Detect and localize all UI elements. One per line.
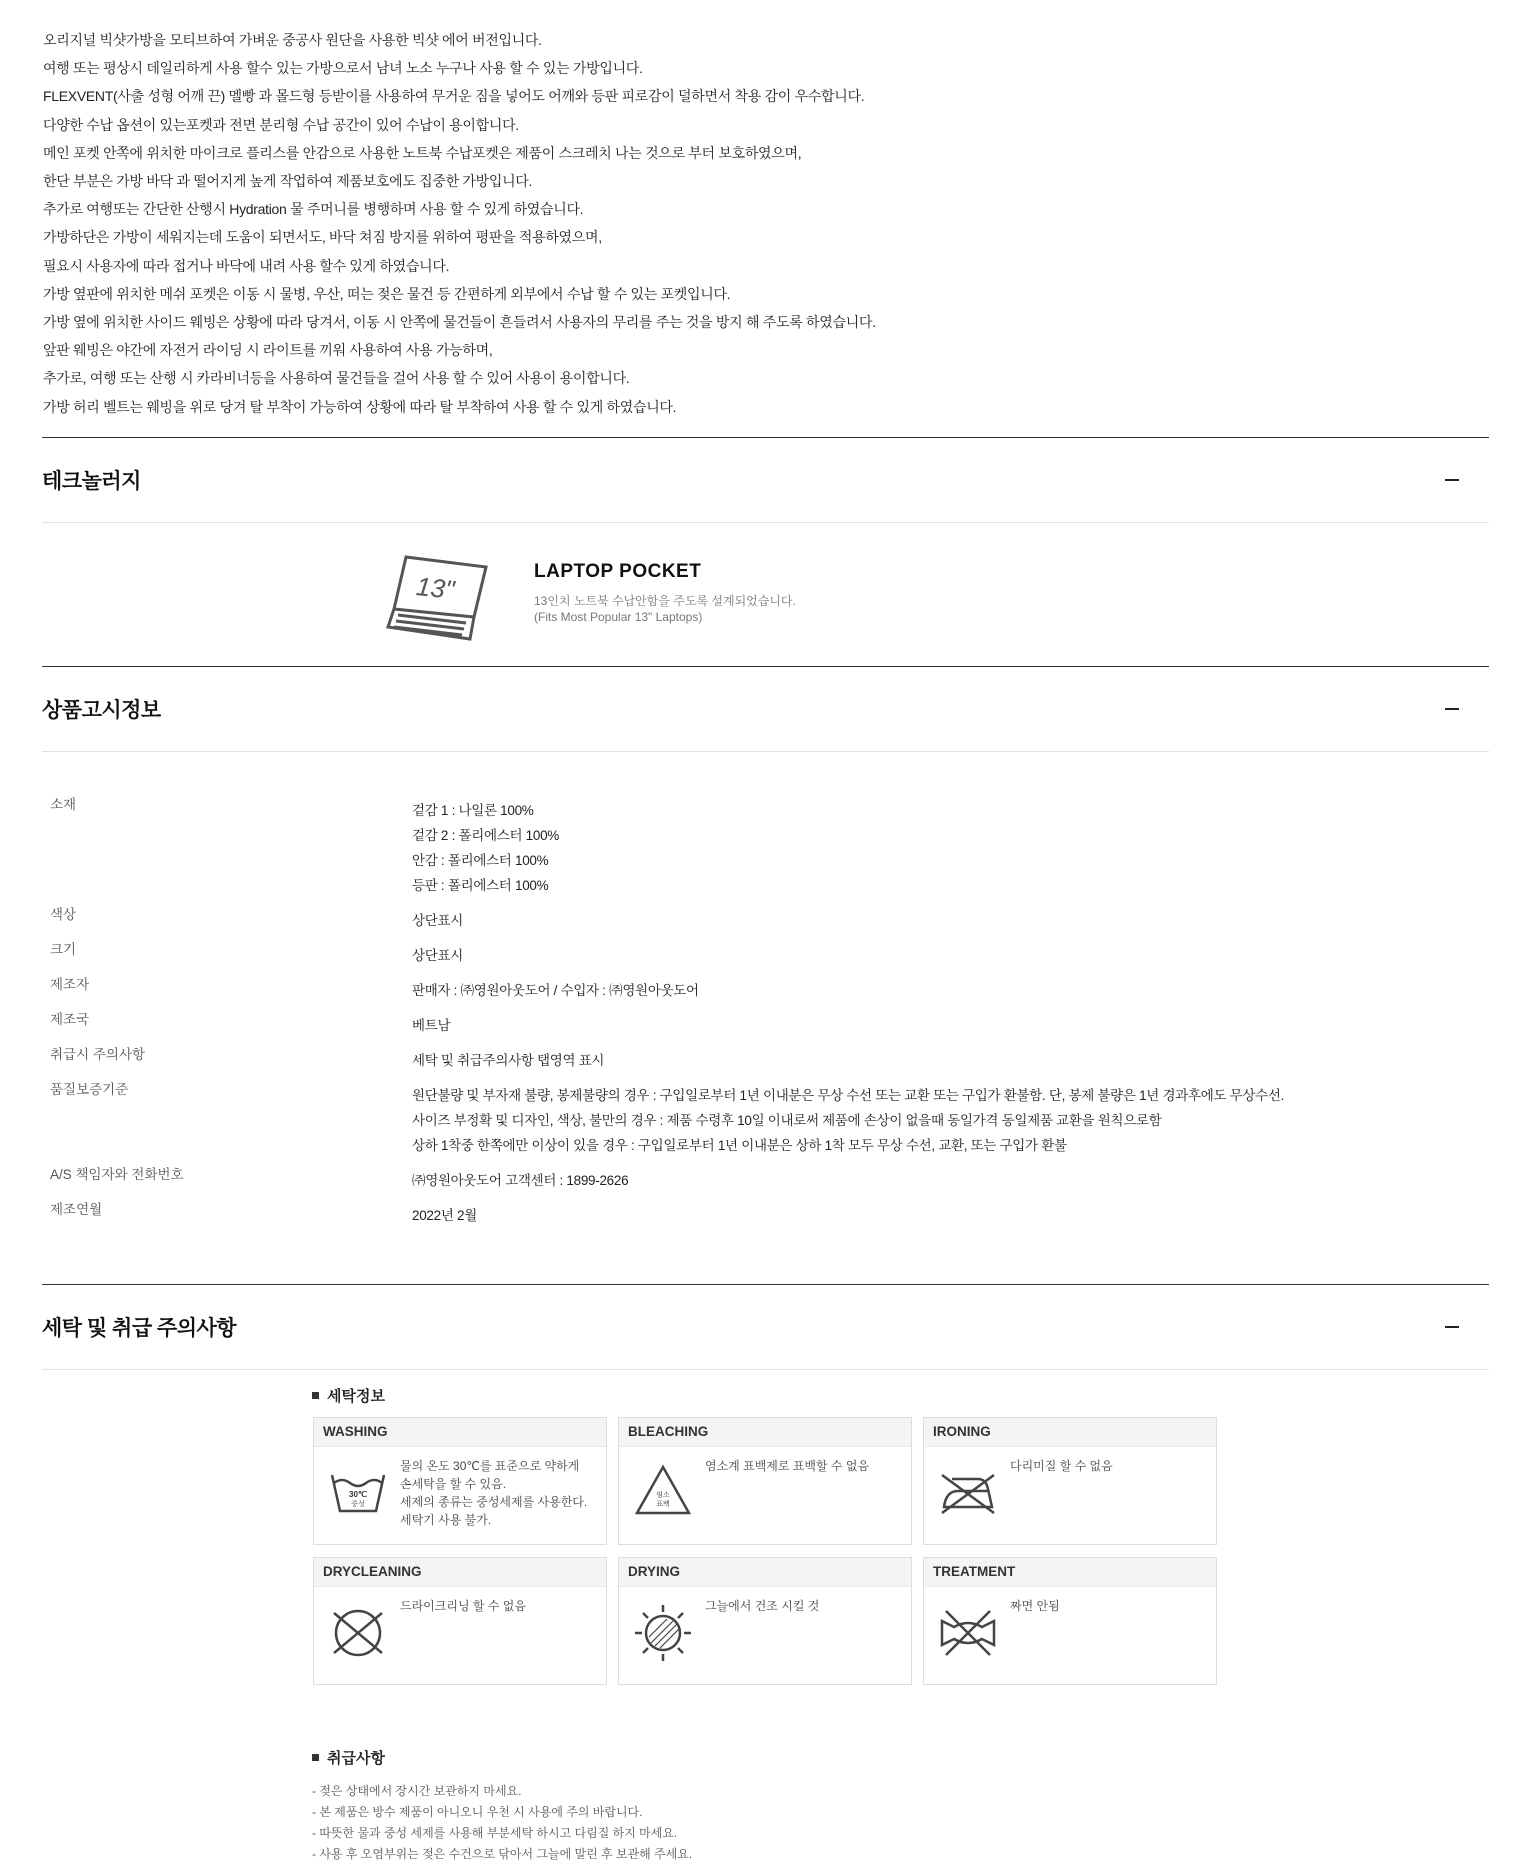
tech-section-toggle[interactable] [42, 438, 1489, 522]
washing-icon-temp: 30℃ [349, 1490, 367, 1499]
row-value: 겉감 2 : 폴리에스터 100% [412, 828, 559, 843]
card-line: 물의 온도 30℃를 표준으로 약하게 [400, 1459, 580, 1473]
section-subdivider [42, 751, 1489, 752]
description-line: 필요시 사용자에 따라 접거나 바닥에 내려 사용 할수 있게 하였습니다. [43, 257, 450, 274]
section-subdivider [42, 522, 1489, 523]
tech-feature-desc [534, 593, 796, 625]
tech-desc-line: 13인치 노트북 수납안함을 주도록 설계되었습니다. [534, 594, 796, 608]
bleaching-icon-label-2: 표백 [656, 1500, 670, 1508]
row-value: 베트남 [412, 1018, 451, 1033]
care-card-drycleaning [313, 1557, 607, 1685]
row-label: 취급시 주의사항 [50, 1047, 146, 1062]
washing-icon-label: 중성 [351, 1500, 365, 1508]
tech-section-title: 테크놀러지 [42, 470, 141, 493]
card-line: 세제의 종류는 중성세제를 사용한다. [400, 1495, 588, 1509]
tech-desc-line: (Fits Most Popular 13" Laptops) [534, 610, 703, 624]
row-value: 판매자 : ㈜영원아웃도어 / 수입자 : ㈜영원아웃도어 [412, 983, 699, 998]
care-notes-title [312, 1747, 385, 1768]
ironing-icon [938, 1461, 998, 1521]
card-title: DRYING [619, 1558, 911, 1587]
card-description [705, 1597, 900, 1661]
description-line: 다양한 수납 옵션이 있는포켓과 전면 분리형 수납 공간이 있어 수납이 용이합니다. [43, 116, 519, 133]
table-row [42, 1077, 1489, 1158]
row-value: 겉감 1 : 나일론 100% [412, 803, 534, 818]
card-body [314, 1447, 606, 1529]
bullet-square [312, 1754, 319, 1761]
description-line: 가방 옆판에 위치한 메쉬 포켓은 이동 시 물병, 우산, 떠는 젖은 물건 등 간편하게 외부에서 수납 할 수 있는 포켓입니다. [43, 285, 731, 302]
product-description [43, 26, 1443, 421]
care-card-drying [618, 1557, 912, 1685]
description-line: 한단 부분은 가방 바닥 과 떨어지게 높게 작업하여 제품보호에도 집중한 가방입니다. [43, 173, 533, 190]
row-label: A/S 책임자와 전화번호 [50, 1167, 184, 1182]
wash-section-title: 세탁 및 취급 주의사항 [42, 1317, 237, 1340]
bleaching-icon-label-1: 염소 [656, 1491, 670, 1499]
product-notice-table [42, 788, 1489, 1228]
section-subdivider [42, 1369, 1489, 1370]
card-line: 드라이크리닝 할 수 없음 [400, 1599, 526, 1613]
card-title: TREATMENT [924, 1558, 1216, 1587]
table-row [42, 1042, 1489, 1073]
row-values [412, 1077, 1489, 1158]
care-card-washing [313, 1417, 607, 1545]
wringing-icon [938, 1601, 998, 1661]
row-label: 품질보증기준 [50, 1082, 129, 1097]
care-notes-label: 취급사항 [327, 1750, 385, 1767]
list-item: - 젖은 상태에서 장시간 보관하지 마세요. [312, 1784, 522, 1798]
notice-section-title: 상품고시정보 [42, 699, 161, 722]
card-description [1010, 1597, 1205, 1661]
row-value: 안감 : 폴리에스터 100% [412, 853, 549, 868]
list-item: - 본 제품은 방수 제품이 아니오니 우천 시 사용에 주의 바랍니다. [312, 1805, 643, 1819]
row-value: 사이즈 부정확 및 디자인, 색상, 불만의 경우 : 제품 수령후 10일 이내로써 제품에 손상이 없을때 동일가격 동일제품 교환을 원칙으로함 [412, 1113, 1162, 1128]
card-line: 그늘에서 건조 시킬 것 [705, 1599, 820, 1613]
row-values [412, 902, 1489, 933]
wash-info-title [312, 1385, 385, 1406]
collapse-icon[interactable] [1445, 708, 1459, 710]
care-card-treatment [923, 1557, 1217, 1685]
row-value: 상단표시 [412, 913, 463, 928]
row-value: 상하 1착중 한쪽에만 이상이 있을 경우 : 구입일로부터 1년 이내분은 상하 1착 모두 무상 수선, 교환, 또는 구입가 환불 [412, 1138, 1067, 1153]
row-label: 제조국 [50, 1012, 90, 1027]
row-values [412, 1042, 1489, 1073]
care-card-bleaching [618, 1417, 912, 1545]
card-title: WASHING [314, 1418, 606, 1447]
row-label: 크기 [50, 942, 77, 957]
row-label: 제조자 [50, 977, 90, 992]
card-line: 짜면 안됨 [1010, 1599, 1060, 1613]
description-line: 추가로, 여행 또는 산행 시 카라비너등을 사용하여 물건들을 걸어 사용 할 수 있어 사용이 용이합니다. [43, 370, 630, 387]
description-line: 가방하단은 가방이 세워지는데 도움이 되면서도, 바닥 쳐짐 방지를 위하여 평판을 적용하였으며, [43, 229, 602, 246]
row-value: 2022년 2월 [412, 1208, 477, 1223]
wash-info-label: 세탁정보 [327, 1388, 385, 1405]
care-symbol-grid [313, 1417, 1219, 1685]
row-value: 원단불량 및 부자재 불량, 봉제불량의 경우 : 구입일로부터 1년 이내분은 무상 수선 또는 교환 또는 구입가 환불함. 단, 봉제 불량은 1년 경과후에도 무상수선. [412, 1088, 1285, 1103]
card-body [314, 1587, 606, 1661]
row-values [412, 792, 1489, 898]
row-values [412, 1007, 1489, 1038]
card-description [705, 1457, 900, 1521]
description-line: 메인 포켓 안쪽에 위치한 마이크로 플리스를 안감으로 사용한 노트북 수납포켓은 제품이 스크레치 나는 것으로 부터 보호하였으며, [43, 144, 802, 161]
table-row [42, 1162, 1489, 1193]
row-label: 소재 [50, 797, 77, 812]
table-row [42, 1007, 1489, 1038]
laptop-size-label: 13" [414, 571, 456, 605]
drying-icon [633, 1601, 693, 1661]
list-item: - 사용 후 오염부위는 젖은 수건으로 닦아서 그늘에 말린 후 보관해 주세요. [312, 1847, 693, 1861]
table-row [42, 792, 1489, 898]
description-line: 가방 허리 벨트는 웨빙을 위로 당겨 탈 부착이 가능하여 상황에 따라 탈 부착하여 사용 할 수 있게 하였습니다. [43, 398, 677, 415]
description-line: 앞판 웨빙은 야간에 자전거 라이딩 시 라이트를 끼워 사용하여 사용 가능하며, [43, 342, 493, 359]
card-line: 세탁기 사용 불가. [400, 1513, 492, 1527]
care-card-ironing [923, 1417, 1217, 1545]
washing-icon [328, 1461, 388, 1521]
bullet-square [312, 1392, 319, 1399]
drycleaning-icon [328, 1601, 388, 1661]
laptop-icon [386, 555, 492, 645]
notice-section-toggle[interactable] [42, 667, 1489, 751]
description-line: 추가로 여행또는 간단한 산행시 Hydration 물 주머니를 병행하며 사용 할 수 있게 하였습니다. [43, 201, 584, 218]
card-title: DRYCLEANING [314, 1558, 606, 1587]
wash-section-toggle[interactable] [42, 1285, 1489, 1369]
description-line: 가방 옆에 위치한 사이드 웨빙은 상황에 따라 당겨서, 이동 시 안쪽에 물건들이 흔들려서 사용자의 무리를 주는 것을 방지 해 주도록 하였습니다. [43, 314, 876, 331]
card-line: 손세탁을 할 수 있음. [400, 1477, 507, 1491]
table-row [42, 902, 1489, 933]
card-line: 염소계 표백제로 표백할 수 없음 [705, 1459, 870, 1473]
collapse-icon[interactable] [1445, 1326, 1459, 1328]
row-value: 상단표시 [412, 948, 463, 963]
card-description [400, 1597, 595, 1661]
row-values [412, 1162, 1489, 1193]
description-line: 오리지널 빅샷가방을 모티브하여 가벼운 중공사 원단을 사용한 빅샷 에어 버전입니다. [43, 32, 542, 48]
card-description [400, 1457, 595, 1529]
list-item: - 따뜻한 물과 중성 세제를 사용해 부분세탁 하시고 다림질 하지 마세요. [312, 1826, 678, 1840]
card-body [619, 1447, 911, 1521]
row-label: 제조연월 [50, 1202, 103, 1217]
row-values [412, 1197, 1489, 1228]
table-row [42, 937, 1489, 968]
card-body [619, 1587, 911, 1661]
row-value: 등판 : 폴리에스터 100% [412, 878, 549, 893]
row-values [412, 937, 1489, 968]
care-notes-list [312, 1781, 692, 1865]
row-value: ㈜영원아웃도어 고객센터 : 1899-2626 [412, 1173, 629, 1188]
collapse-icon[interactable] [1445, 479, 1459, 481]
card-title: BLEACHING [619, 1418, 911, 1447]
card-body [924, 1447, 1216, 1521]
table-row [42, 972, 1489, 1003]
row-label: 색상 [50, 907, 77, 922]
card-body [924, 1587, 1216, 1661]
row-value: 세탁 및 취급주의사항 탭영역 표시 [412, 1053, 605, 1068]
card-line: 다리미질 할 수 없음 [1010, 1459, 1113, 1473]
bleaching-icon [633, 1461, 693, 1521]
description-line: FLEXVENT(사출 성형 어깨 끈) 멜빵 과 몰드형 등받이를 사용하여 무거운 짐을 넣어도 어깨와 등판 피로감이 덜하면서 착용 감이 우수합니다. [43, 88, 865, 105]
tech-feature-title: LAPTOP POCKET [534, 561, 702, 582]
description-line: 여행 또는 평상시 데일리하게 사용 할수 있는 가방으로서 남녀 노소 누구나 사용 할 수 있는 가방입니다. [43, 60, 643, 77]
card-title: IRONING [924, 1418, 1216, 1447]
row-values [412, 972, 1489, 1003]
card-description [1010, 1457, 1205, 1521]
table-row [42, 1197, 1489, 1228]
